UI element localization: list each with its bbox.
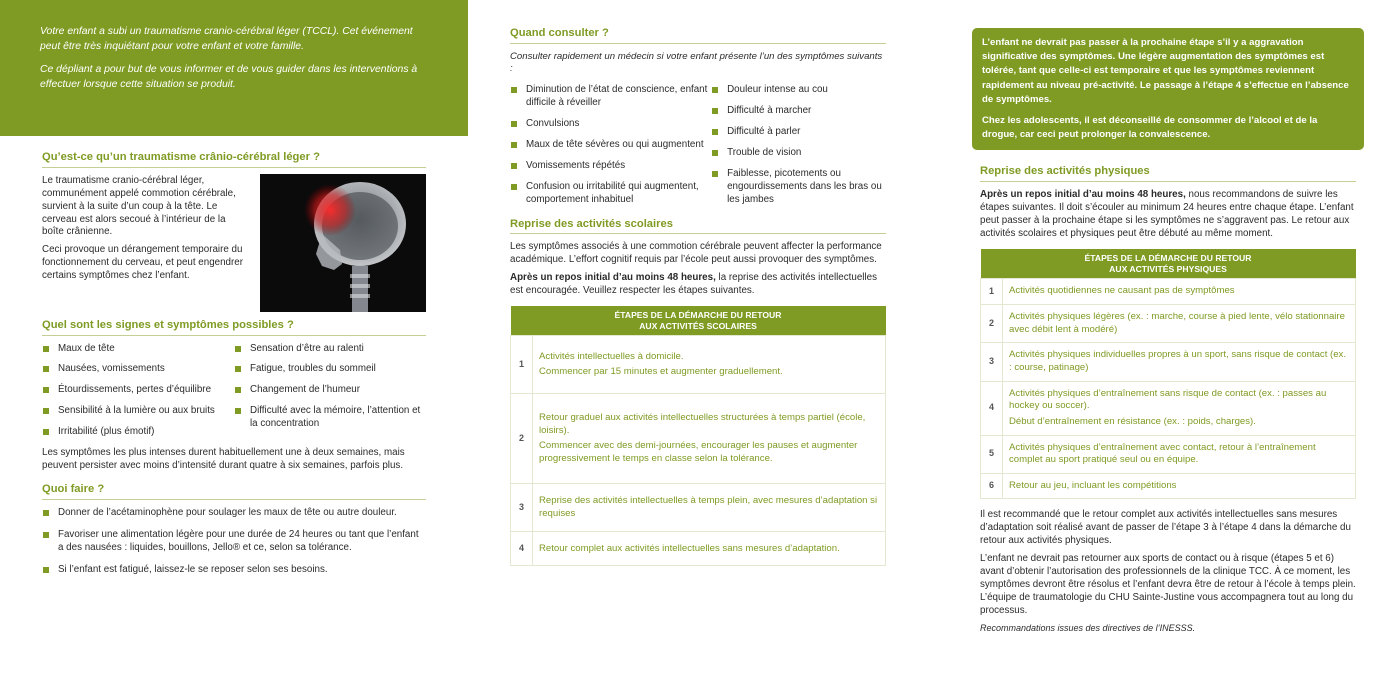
step-number: 2 xyxy=(511,394,533,484)
step-cell xyxy=(1003,435,1356,473)
list-item: Donner de l’acétaminophène pour soulager les maux de tête ou autre douleur. xyxy=(42,507,426,520)
step-text: Reprise des activités intellectuelles à temps plein, avec mesures d’adaptation si requises xyxy=(539,495,878,519)
step-text: Retour complet aux activités intellectuelles sans mesures d’adaptation. xyxy=(539,542,840,554)
table-row xyxy=(981,343,1356,381)
step-text: Activités physiques légères (ex. : marche, course à pied lente, vélo stationnaire avec débit lent à modéré) xyxy=(1009,310,1345,335)
panel-left xyxy=(0,0,468,585)
list-item: Vomissements répétés xyxy=(510,160,711,173)
step-cell xyxy=(1003,304,1356,342)
list-item: Sensation d’être au ralenti xyxy=(234,343,426,356)
table-row xyxy=(981,381,1356,435)
physiques-paragraph-rest: nous recommandons de suivre les étapes suivantes. Il doit s’écouler au minimum 24 heures entre chaque étape. L’enfant peut passer à la prochaine étape si les symptômes ne s’aggravent pas. Le retour aux activités scolaires et physiques peut être débuté au même moment. xyxy=(980,189,1354,239)
source-note: Recommandations issues des directives de l’INESSS. xyxy=(980,622,1196,633)
panel-middle xyxy=(500,0,896,566)
step-cell xyxy=(533,484,886,532)
consulter-list-left xyxy=(510,84,711,214)
table-row xyxy=(981,435,1356,473)
list-item: Favoriser une alimentation légère pour une durée de 24 heures ou tant que l’enfant a des nausées : liquides, bouillons, Jello® et ce, selon sa tolérance. xyxy=(42,529,426,555)
table-header xyxy=(981,249,1356,279)
skull-xray-icon xyxy=(260,174,426,312)
step-cell xyxy=(533,336,886,394)
step-number: 1 xyxy=(981,279,1003,305)
list-item: Maux de tête xyxy=(42,343,234,356)
scolaires-paragraph-1: Les symptômes associés à une commotion cérébrale peuvent affecter la performance académique. L’effort cognitif requis par l’école peut aussi provoquer des symptômes. xyxy=(510,241,882,266)
table-row xyxy=(981,279,1356,305)
section-title-scolaires: Reprise des activités scolaires xyxy=(510,217,886,235)
section-consulter xyxy=(500,26,896,215)
scolaires-steps-table xyxy=(510,306,886,566)
tccl-paragraph-1: Le traumatisme cranio-cérébral léger, communément appelé commotion cérébrale, survient à la suite d’un coup à la tête. Le cerveau est alors secoué à l’intérieur de la boîte crânienne. xyxy=(42,174,236,238)
step-number: 4 xyxy=(511,532,533,566)
physiques-paragraph-1 xyxy=(980,189,1356,241)
step-number: 6 xyxy=(981,473,1003,499)
list-item: Maux de tête sévères ou qui augmentent xyxy=(510,139,711,152)
list-item: Faiblesse, picotements ou engourdissements dans les bras ou les jambes xyxy=(711,168,886,207)
signs-list-left xyxy=(42,343,234,448)
list-item: Difficulté à marcher xyxy=(711,105,886,118)
section-title-consulter: Quand consulter ? xyxy=(510,26,886,44)
step-cell xyxy=(1003,343,1356,381)
physiques-after-2: L’enfant ne devrait pas retourner aux sports de contact ou à risque (étapes 5 et 6) avant d’obtenir l’autorisation des professionnels de la clinique TCC. À ce moment, les symptômes devront être résolus et l’enfant devra être de retour à l’école à temps plein. L’équipe de traumatologie du CHU Sainte-Justine vous accompagnera tout au long du processus. xyxy=(980,553,1356,616)
table-header xyxy=(511,306,886,336)
step-number: 1 xyxy=(511,336,533,394)
physiques-steps-table xyxy=(980,249,1356,500)
list-item: Étourdissements, pertes d’équilibre xyxy=(42,384,234,397)
list-item: Sensibilité à la lumière ou aux bruits xyxy=(42,405,234,418)
step-cell xyxy=(1003,279,1356,305)
intro-paragraph-2: Ce dépliant a pour but de vous informer et de vous guider dans les interventions à effectuer lorsque cette situation se produit. xyxy=(40,64,418,91)
step-number: 2 xyxy=(981,304,1003,342)
warning-paragraph-2: Chez les adolescents, il est déconseillé de consommer de l’alcool et de la drogue, car ceci peut prolonger la convalescence. xyxy=(982,114,1318,141)
step-text: Commencer par 15 minutes et augmenter graduellement. xyxy=(539,366,783,378)
physiques-after-1: Il est recommandé que le retour complet aux activités intellectuelles sans mesures d’adaptation soit réalisé avant de passer de l’étape 3 à l’étape 4 dans la démarche du retour aux activités physiques. xyxy=(980,509,1351,547)
step-cell xyxy=(1003,381,1356,435)
consulter-lead: Consulter rapidement un médecin si votre enfant présente l’un des symptômes suivants : xyxy=(510,50,883,75)
signs-list-right xyxy=(234,343,426,448)
section-physiques xyxy=(972,164,1364,634)
warning-box xyxy=(972,28,1364,150)
list-item: Confusion ou irritabilité qui augmentent, comportement inhabituel xyxy=(510,181,711,207)
section-tccl xyxy=(0,136,468,312)
signs-footer: Les symptômes les plus intenses durent habituellement une à deux semaines, mais peuvent persister avec moins d’intensité durant quatre à six semaines, parfois plus. xyxy=(42,447,405,472)
step-text: Commencer avec des demi-journées, encourager les pauses et augmenter progressivement le temps en classe selon la tolérance. xyxy=(539,440,858,465)
warning-paragraph-1: L’enfant ne devrait pas passer à la prochaine étape s’il y a aggravation significative des symptômes. Une légère augmentation des symptômes est tolérée, tant que celle-ci est temporaire et que les symptômes reviennent rapidement au niveau pré-activité. Le passage à l’étape 4 s’effectue en l’absence de symptômes. xyxy=(982,37,1349,105)
list-item: Diminution de l’état de conscience, enfant difficile à réveiller xyxy=(510,84,711,110)
step-number: 4 xyxy=(981,381,1003,435)
table-header-line-2: AUX ACTIVITÉS PHYSIQUES xyxy=(1109,263,1227,274)
panel-right xyxy=(972,0,1364,635)
physiques-bold-lead: Après un repos initial d’au moins 48 heures, xyxy=(980,189,1186,201)
step-text: Retour au jeu, incluant les compétitions xyxy=(1009,479,1177,491)
table-row xyxy=(981,304,1356,342)
table-row xyxy=(511,336,886,394)
section-signs xyxy=(0,312,468,473)
section-quoi-faire xyxy=(0,478,468,576)
list-item: Difficulté avec la mémoire, l’attention et la concentration xyxy=(234,405,426,431)
table-header-line-1: ÉTAPES DE LA DÉMARCHE DU RETOUR xyxy=(614,310,782,321)
step-number: 3 xyxy=(981,343,1003,381)
scolaires-bold-lead: Après un repos initial d’au moins 48 heures, xyxy=(510,272,716,284)
section-title-quoi: Quoi faire ? xyxy=(42,482,426,500)
step-text: Activités physiques individuelles propres à un sport, sans risque de contact (ex. : course, patinage) xyxy=(1009,349,1347,373)
section-title-signs: Quel sont les signes et symptômes possibles ? xyxy=(42,318,426,336)
list-item: Nausées, vomissements xyxy=(42,363,234,376)
table-row xyxy=(511,484,886,532)
step-text: Activités quotidiennes ne causant pas de symptômes xyxy=(1009,285,1235,297)
list-item: Changement de l’humeur xyxy=(234,384,426,397)
step-text: Activités intellectuelles à domicile. xyxy=(539,350,684,362)
table-header-line-2: AUX ACTIVITÉS SCOLAIRES xyxy=(639,320,757,331)
step-cell xyxy=(1003,473,1356,499)
step-number: 3 xyxy=(511,484,533,532)
list-item: Trouble de vision xyxy=(711,147,886,160)
step-text: Début d’entraînement en résistance (ex. : poids, charges). xyxy=(1009,415,1256,427)
table-row xyxy=(981,473,1356,499)
tccl-paragraph-2: Ceci provoque un dérangement temporaire du fonctionnement du cerveau, et peut engendrer certains symptômes chez l’enfant. xyxy=(42,244,243,282)
list-item: Fatigue, troubles du sommeil xyxy=(234,363,426,376)
list-item: Convulsions xyxy=(510,118,711,131)
section-title-physiques: Reprise des activités physiques xyxy=(980,164,1356,182)
table-header-line-1: ÉTAPES DE LA DÉMARCHE DU RETOUR xyxy=(1084,252,1252,263)
section-scolaires xyxy=(500,217,896,567)
list-item: Douleur intense au cou xyxy=(711,84,886,97)
scolaires-paragraph-2 xyxy=(510,272,886,298)
quoi-list xyxy=(42,507,426,577)
scolaires-paragraph-rest: la reprise des activités intellectuelles est encouragée. Veuillez respecter les étapes suivantes. xyxy=(510,272,877,297)
step-text: Activités physiques d’entraînement avec contact, retour à l’entraînement complet au sport pratiqué seul ou en équipe. xyxy=(1009,441,1316,466)
intro-paragraph-1: Votre enfant a subi un traumatisme cranio-cérébral léger (TCCL). Cet événement peut être très inquiétant pour votre enfant et votre famille. xyxy=(40,26,413,53)
step-text: Retour graduel aux activités intellectuelles structurées à temps partiel (école, loisirs). xyxy=(539,412,866,436)
step-text: Activités physiques d’entraînement sans risque de contact (ex. : passes au hockey ou soccer). xyxy=(1009,387,1327,412)
table-row xyxy=(511,394,886,484)
step-number: 5 xyxy=(981,435,1003,473)
consulter-list-right xyxy=(711,84,886,214)
table-row xyxy=(511,532,886,566)
list-item: Difficulté à parler xyxy=(711,126,886,139)
skull-xray-image xyxy=(260,174,426,312)
intro-banner xyxy=(0,0,468,136)
step-cell xyxy=(533,532,886,566)
section-title-tccl: Qu’est-ce qu’un traumatisme crânio-cérébral léger ? xyxy=(42,150,426,168)
list-item: Si l’enfant est fatigué, laissez-le se reposer selon ses besoins. xyxy=(42,564,426,577)
list-item: Irritabilité (plus émotif) xyxy=(42,426,234,439)
step-cell xyxy=(533,394,886,484)
